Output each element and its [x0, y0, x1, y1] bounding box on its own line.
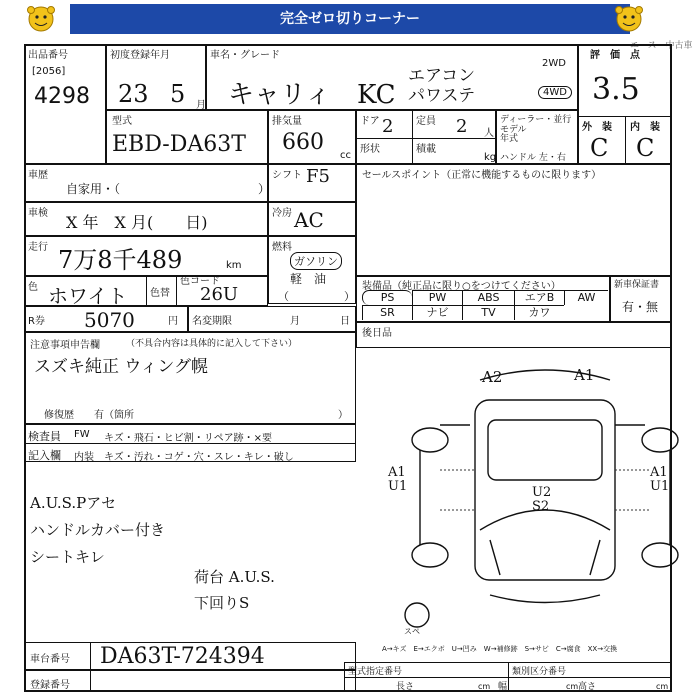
doors-value: 2: [382, 116, 394, 137]
fuel-diesel: 軽 油: [290, 272, 327, 286]
history-close: ）: [258, 182, 271, 196]
lot-label: 出品番号: [28, 50, 68, 61]
car-name: キャリィ KC: [228, 80, 396, 110]
recycle-value: 5070: [84, 308, 135, 332]
repair-close: ）: [338, 410, 348, 421]
sales-point-label: セールスポイント（正常に機能するものに限ります）: [362, 170, 602, 181]
length-label: 長さ: [396, 682, 415, 692]
capacity-unit: 人: [484, 128, 494, 139]
inspector-items: キズ・飛石・ヒビ割・リペア跡・×要: [104, 433, 272, 444]
shaken-value: X 年 X 月( 日): [66, 213, 208, 232]
exterior-label: 外 装: [582, 122, 612, 133]
capacity-label: 定員: [416, 116, 436, 127]
under-notes: 荷台 A.U.S. 下回りS: [194, 568, 275, 612]
height-cm: cm: [656, 682, 669, 691]
category-no-label: 類別区分番号: [512, 667, 567, 677]
mascot-right-icon: [612, 4, 646, 34]
mark-right: A1 U1: [650, 465, 670, 494]
model-year-label: モデル 年式: [500, 125, 527, 144]
equipment-item: TV: [462, 305, 514, 320]
width-label: 幅: [498, 682, 508, 692]
capacity-value: 2: [456, 116, 468, 137]
inspector-fw: FW: [74, 429, 90, 440]
entry-items: キズ・汚れ・コゲ・穴・スレ・キレ・破し: [104, 452, 294, 463]
handle-label: ハンドル 左・右: [500, 153, 566, 163]
registration-label: 登録番号: [30, 680, 70, 691]
equipment-item: カワ: [514, 305, 564, 320]
mark-center: U2 S2: [532, 485, 552, 514]
notes-title: 注意事項申告欄: [30, 340, 100, 351]
mileage-value: 7万8千489: [58, 246, 183, 274]
cooler-value: AC: [294, 208, 324, 232]
drive-4wd: 4WD: [538, 86, 572, 99]
equipment-label: 装備品（純正品に限り○をつけてください）: [362, 281, 561, 292]
shape-label: 形状: [360, 144, 380, 155]
kg-unit: kg: [484, 152, 497, 163]
color-swap-label: 色替: [150, 288, 170, 299]
warranty-options: 有・無: [622, 300, 659, 314]
shaken-label: 車検: [28, 208, 48, 219]
km-unit: km: [226, 260, 242, 271]
color-code-label: 色コード: [180, 276, 220, 287]
month-label: 月: [290, 316, 300, 327]
recycle-label: R券: [28, 316, 45, 327]
doors-label: ドア: [360, 116, 380, 127]
mascot-left-icon: [24, 4, 58, 34]
color-value: ホワイト: [48, 284, 128, 308]
score-label: 評 価 点: [590, 50, 640, 61]
damage-legend: A→キズ E→エクボ U→凹み W→補修跡 S→サビ C→腐食 XX→交換: [382, 645, 618, 653]
fuel-label: 燃料: [272, 242, 292, 253]
interior-grade: C: [636, 134, 655, 162]
history-label: 車歴: [28, 170, 48, 181]
type-designation-label: 型式指定番号: [348, 667, 403, 677]
fuel-gas: ガソリン: [290, 252, 342, 270]
shift-label: シフト: [272, 170, 302, 181]
color-label: 色: [28, 282, 38, 293]
repair-history: 修復歴 有（箇所: [44, 410, 134, 421]
diagram-bottom-label: スペ: [404, 627, 420, 636]
warranty-label: 新車保証書: [614, 280, 660, 290]
equipment-item: ナビ: [412, 305, 462, 320]
mileage-label: 走行: [28, 242, 48, 253]
car-diagram: [380, 360, 680, 630]
chassis-label: 車台番号: [30, 654, 70, 665]
loading-label: 積載: [416, 144, 436, 155]
shift-value: F5: [306, 166, 330, 187]
first-reg-month: 5: [170, 80, 186, 108]
lot-small: [2056]: [32, 66, 66, 77]
color-code-value: 26U: [200, 284, 239, 305]
mark-a1-top: A1: [574, 366, 595, 384]
mark-left: A1 U1: [388, 465, 408, 494]
fuel-paren: （ ）: [278, 290, 355, 303]
interior-label: 内 装: [630, 122, 660, 133]
lot-number: 4298: [34, 84, 90, 109]
drive-2wd: 2WD: [542, 58, 566, 69]
day-label: 日: [340, 316, 350, 327]
first-reg-unit: 月: [196, 100, 206, 111]
equipment-item: ABS: [462, 290, 514, 305]
notes-text: スズキ純正 ウィング幌: [34, 357, 209, 377]
rear-seat-box: [356, 322, 672, 348]
cc-unit: cc: [340, 150, 351, 161]
rear-seat-label: 後日品: [362, 328, 392, 339]
equipment-item: PW: [412, 290, 462, 305]
displacement-label: 排気量: [272, 116, 302, 127]
history-value: 自家用・（: [66, 182, 121, 196]
equipment-item: エアB: [514, 290, 564, 305]
corner-label: エース 中古車: [630, 41, 693, 51]
equipment-item: AW: [564, 290, 608, 305]
exterior-grade: C: [590, 134, 609, 162]
entry-interior: 内装: [74, 452, 94, 463]
score-value: 3.5: [592, 72, 640, 107]
length-cm: cm: [478, 682, 491, 691]
width-cm: cm: [566, 682, 579, 691]
dealer-label: ディーラー・並行: [500, 115, 572, 125]
model-label: 型式: [112, 116, 132, 127]
height-label: 高さ: [578, 682, 597, 692]
history-box: [24, 164, 271, 202]
car-name-label: 車名・グレード: [210, 50, 280, 61]
equipment-item: PS: [362, 290, 412, 305]
notes-sub: （不具合内容は具体的に記入して下さい）: [126, 339, 298, 349]
chassis-number: DA63T-724394: [100, 644, 265, 669]
name-change-label: 名変期限: [192, 316, 232, 327]
handwritten-notes: A.U.S.Pアセ ハンドルカバー付き シートキレ: [30, 494, 166, 566]
inspector-label: 検査員: [28, 430, 61, 443]
first-reg-label: 初度登録年月: [110, 50, 170, 61]
equipment-item: SR: [362, 305, 412, 320]
displacement-value: 660: [282, 130, 324, 155]
registration-box: [24, 670, 356, 692]
model-code: EBD-DA63T: [112, 132, 246, 157]
yen-unit: 円: [168, 316, 178, 327]
first-reg-year: 23: [118, 80, 149, 108]
cooler-label: 冷房: [272, 208, 292, 219]
entry-label: 記入欄: [28, 449, 61, 462]
banner-title: 完全ゼロ切りコーナー: [70, 4, 630, 34]
mark-a2: A2: [482, 368, 503, 386]
car-options: エアコン パワステ: [408, 66, 476, 106]
